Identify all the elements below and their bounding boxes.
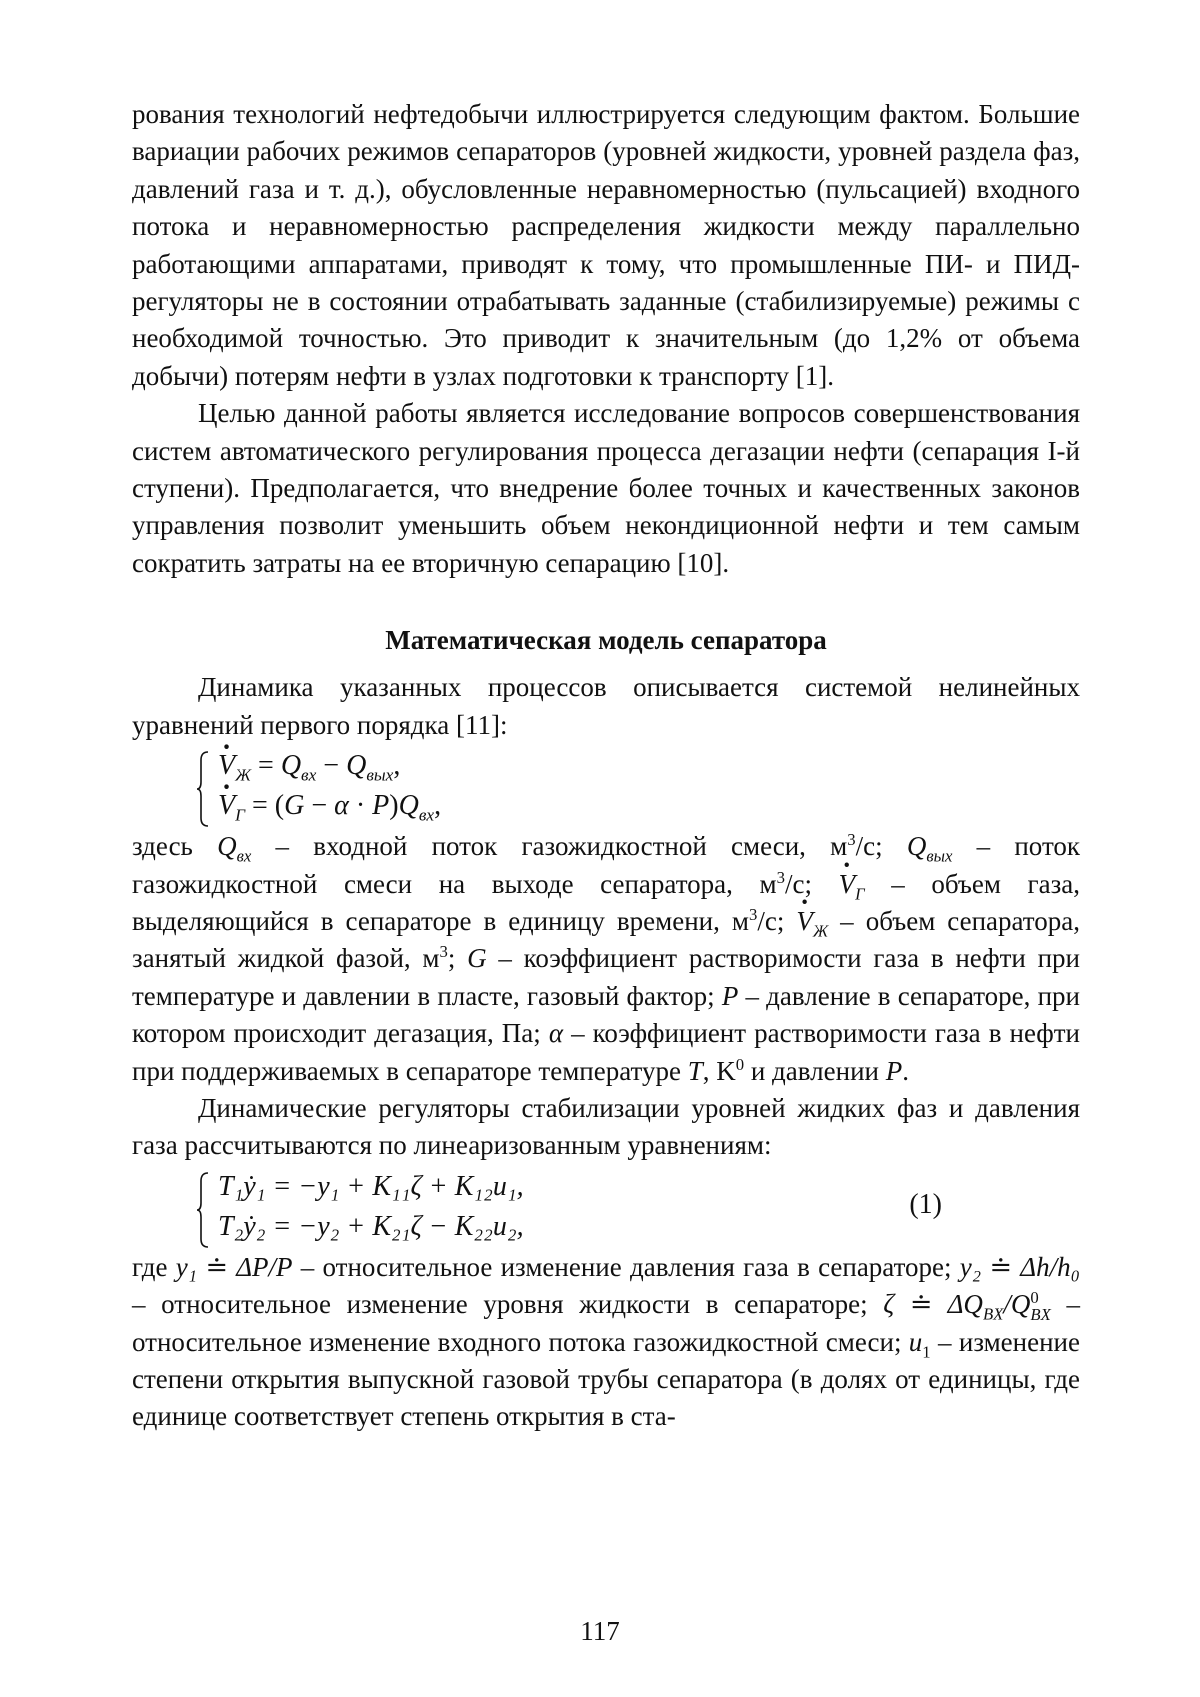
left-brace-icon bbox=[196, 750, 210, 828]
equation-number: (1) bbox=[909, 1188, 942, 1220]
paragraph-6: где y₁ ≐ ΔP/P – относительное изменение давления газа в сепараторе; y₂ ≐ Δh/h₀ – относительное изменение уровня жидкости в сепараторе; ζ ≐ $\Delta Q_{BX}/Q^0_{BX}$ – относительное изменение входного потока газожидкостной смеси; $u_1$ – изменение степени открытия выпускной газовой трубы сепаратора (в долях от единицы, где единице соответствует степень открытия в ста- bbox=[132, 1251, 1080, 1432]
equation-system-2 bbox=[196, 1167, 1080, 1247]
page-number: 117 bbox=[580, 1616, 620, 1646]
paragraph-4: здесь $Q_{вх}$ – входной поток газожидкостной смеси, $м^3/с$; $Q_{вых}$ – поток газожидкостной смеси на выходе сепаратора, $м^3/с$; $V \cdot_Г$ – объем газа, выделяющийся в сепараторе в единицу времени, $м^3/с$; $V \cdot_Ж$ – объем сепаратора, занятый жидкой фазой, $м^3$; G – коэффициент растворимости газа в нефти при температуре и давлении в пласте, газовый фактор; P – давление в сепараторе, при котором происходит дегазация, Па; α – коэффициент растворимости газа в нефти при поддерживаемых в сепараторе температуре T, $K^0$ и давлении P. bbox=[132, 828, 1080, 1090]
paragraph-3: Динамика указанных процессов описывается системой нелинейных уравнений первого порядка [11]: bbox=[132, 672, 1080, 740]
equation-system-1 bbox=[196, 746, 1080, 826]
page-content bbox=[132, 96, 1080, 1436]
equation-2b: T₂ẏ₂ = −y₂ + K₂₁ζ − K₂₂u₂, bbox=[218, 1210, 524, 1242]
paragraph-1: рования технологий нефтедобычи иллюстрируется следующим фактом. Большие вариации рабочих режимов сепараторов (уровней жидкости, уровней раздела фаз, давлений газа и т. д.), обусловленные неравномерностью (пульсацией) входного потока и неравномерностью распределения жидкости между параллельно работающими аппаратами, приводят к тому, что промышленные ПИ- и ПИД-регуляторы не в состоянии отрабатывать заданные (стабилизируемые) режимы с необходимой точностью. Это приводит к значительным (до 1,2% от объема добычи) потерям нефти в узлах подготовки к транспорту [1]. bbox=[132, 99, 1080, 391]
left-brace-icon bbox=[196, 1171, 210, 1249]
equation-1b: $V \cdot_Г = (G - \alpha \cdot P)Q_{вх}$, bbox=[218, 786, 1080, 826]
equation-2a: T₁ẏ₁ = −y₁ + K₁₁ζ + K₁₂u₁, bbox=[218, 1170, 524, 1202]
section-heading: Математическая модель сепаратора bbox=[385, 625, 827, 656]
paragraph-5: Динамические регуляторы стабилизации уровней жидких фаз и давления газа рассчитываются по линеаризованным уравнениям: bbox=[132, 1092, 1080, 1161]
equation-1a: $V \cdot_Ж = Q_{вх} - Q_{вых}$, bbox=[218, 746, 1080, 786]
paragraph-2: Целью данной работы является исследование вопросов совершенствования систем автоматического регулирования процесса дегазации нефти (сепарация I-й ступени). Предполагается, что внедрение более точных и качественных законов управления позволит уменьшить объем некондиционной нефти и тем самым сократить затраты на ее вторичную сепарацию [10]. bbox=[132, 398, 1080, 578]
